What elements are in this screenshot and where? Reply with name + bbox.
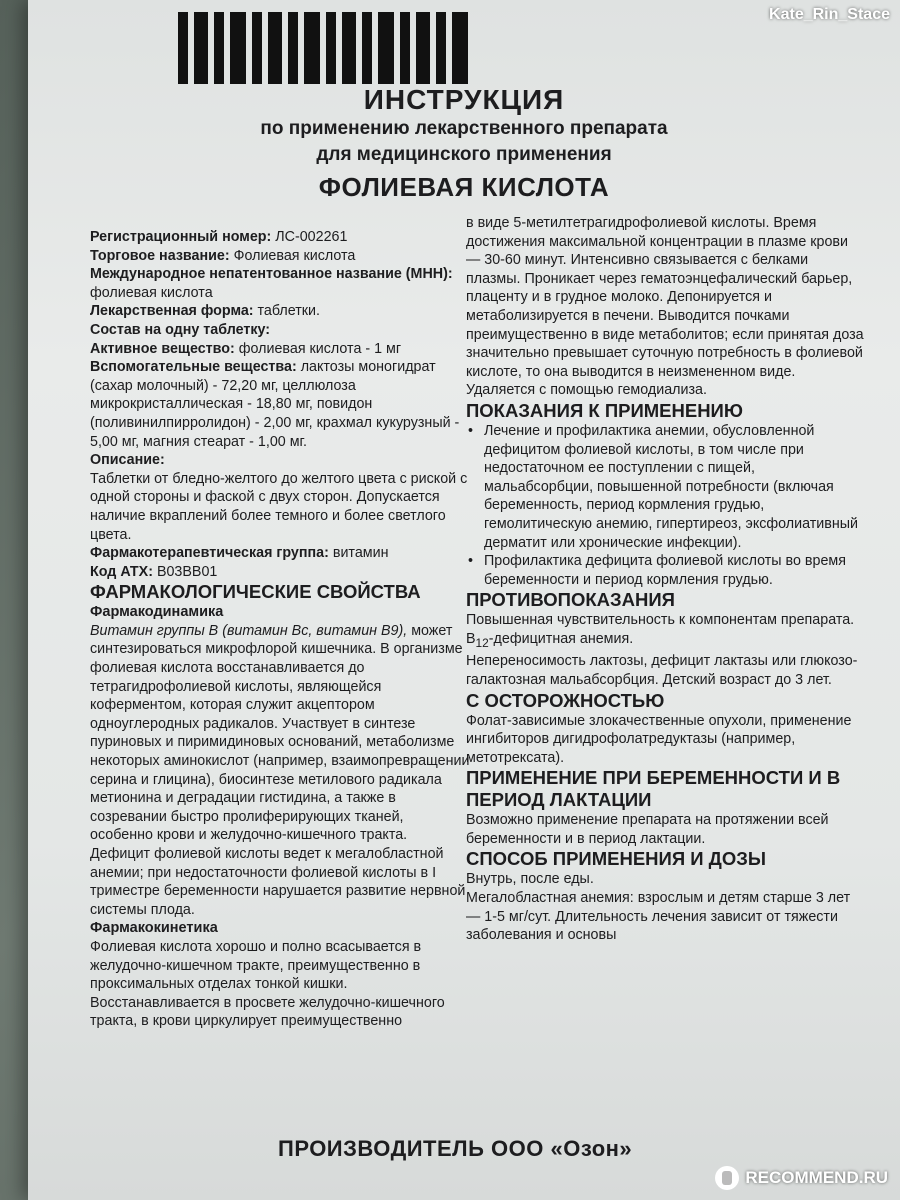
pharmacokinetics-continued: в виде 5-метилтетрагидрофолиевой кислоты. Время достижения максимальной концентрации в плазме крови — 30-60 минут. Интенсивно связывается с белками плазмы. Проникает через гематоэнцефалический барьер, плаценту и в грудное молоко. Депонируется и метаболизируется в печени. Выводится почками преимущественно в виде метаболитов; если принятая доза значительно превышает суточную потребность в фолиевой кислоте, то она выводится в неизмененном виде. Удаляется с помощью гемодиализа. xyxy=(466,215,864,399)
document-subtitle-2: для медицинского применения xyxy=(316,144,612,165)
pharm-group-line: Фармакотерапевтическая группа: витамин xyxy=(90,545,389,562)
caution-text: Фолат-зависимые злокачественные опухоли, применение ингибиторов дигидрофолатредуктазы (например, метотрексата). xyxy=(466,712,852,766)
pharmacokinetics-text: Фолиевая кислота хорошо и полно всасывается в желудочно-кишечном тракте, преимущественно в проксимальных отделах тонкой кишки. Восстанавливается в просвете желудочно-кишечного тракта, в крови циркулирует преимущественно xyxy=(90,938,445,1030)
trade-name-line: Торговое название: Фолиевая кислота xyxy=(90,247,356,264)
active-substance-line: Активное вещество: фолиевая кислота - 1 мг xyxy=(90,340,402,357)
pharmacodynamics-heading: Фармакодинамика xyxy=(90,604,224,621)
contraindication-item: Повышенная чувствительность к компонентам препарата. xyxy=(466,612,855,629)
instruction-leaflet xyxy=(28,0,900,1200)
document-subtitle-1: по применению лекарственного препарата xyxy=(260,118,668,139)
excipients-line: Вспомогательные вещества: лактозы моногидрат (сахар молочный) - 72,20 мг, целлюлоза микрокристаллическая - 18,80 мг, повидон (поливинилпирролидон) - 2,00 мг, крахмал кукурузный - 5,00 мг, магния стеарат - 1,00 мг. xyxy=(90,359,460,450)
watermark-site-label: RECOMMEND.RU xyxy=(745,1168,888,1187)
watermark-site xyxy=(715,1166,888,1190)
pregnancy-heading: ПРИМЕНЕНИЕ ПРИ БЕРЕМЕННОСТИ И В ПЕРИОД ЛАКТАЦИИ xyxy=(466,767,841,811)
composition-heading: Состав на одну таблетку: xyxy=(90,321,271,338)
caution-heading: С ОСТОРОЖНОСТЬЮ xyxy=(466,689,665,711)
right-column xyxy=(466,214,866,945)
pharmacodynamics-text: Витамин группы В (витамин Вс, витамин В9), может синтезироваться микрофлорой кишечника. В организме фолиевая кислота восстанавливается до тетрагидрофолиевой кислоты, являющейся коферментом, которая служит акцептором одноуглеродных радикалов. Участвует в синтезе пуриновых и пиримидиновых оснований, метаболизме некоторых аминокислот (например, взаимопревращении серина и глицина), биосинтезе метилового радикала метионина и деградации гистидина, а также в созревании быстро пролиферирующих тканей, особенно крови и желудочно-кишечного тракта. Дефицит фолиевой кислоты ведет к мегалобластной анемии; при недостаточности фолиевой кислоты в I триместре беременности нарушается развитие нервной системы плода. xyxy=(90,622,470,918)
manufacturer-line: ПРОИЗВОДИТЕЛЬ ООО «Озон» xyxy=(278,1136,633,1161)
contraindications-heading: ПРОТИВОПОКАЗАНИЯ xyxy=(466,589,675,611)
registration-line: Регистрационный номер: ЛС-002261 xyxy=(90,229,348,245)
indication-item: • Профилактика дефицита фолиевой кислоты во время беременности и период кормления грудью. xyxy=(466,552,866,589)
recommend-logo-icon xyxy=(715,1166,739,1190)
description-heading: Описание: xyxy=(90,452,165,469)
contraindication-item: Непереносимость лактозы, дефицит лактазы или глюкозо-галактозная мальабсорбция. Детский возраст до 3 лет. xyxy=(466,653,858,688)
pregnancy-text: Возможно применение препарата на протяжении всей беременности и в период лактации. xyxy=(466,812,829,847)
barcode xyxy=(178,12,538,84)
drug-name: ФОЛИЕВАЯ КИСЛОТА xyxy=(318,172,610,202)
dosage-text: Внутрь, после еды. xyxy=(466,871,594,888)
document-title: ИНСТРУКЦИЯ xyxy=(363,84,565,115)
inn-line: Международное непатентованное название (МНН): фолиевая кислота xyxy=(90,266,453,301)
watermark-username: Kate_Rin_Stace xyxy=(769,6,890,23)
contraindication-item: $B_{12}$-дефицитная анемия. xyxy=(466,630,634,650)
atc-code-line: Код АТХ: B03BB01 xyxy=(90,563,218,580)
description-text: Таблетки от бледно-желтого до желтого цвета с риской с одной стороны и фаской с двух сторон. Допускается наличие вкраплений более темного и более светлого цвета. xyxy=(90,470,468,543)
pharmacological-properties-heading: ФАРМАКОЛОГИЧЕСКИЕ СВОЙСТВА xyxy=(90,581,421,603)
pharmacokinetics-heading: Фармакокинетика xyxy=(90,920,218,937)
left-column xyxy=(90,228,470,1031)
dosage-form-line: Лекарственная форма: таблетки. xyxy=(90,303,320,320)
dosage-text: Мегалобластная анемия: взрослым и детям старше 3 лет — 1-5 мг/сут. Длительность лечения зависит от тяжести заболевания и основы xyxy=(466,890,851,944)
dosage-heading: СПОСОБ ПРИМЕНЕНИЯ И ДОЗЫ xyxy=(466,848,766,870)
indication-item: • Лечение и профилактика анемии, обусловленной дефицитом фолиевой кислоты, в том числе при недостаточном ее поступлении с пищей, мальабсорбции, повышенной потребности (включая беременность, период кормления грудью, гемолитическую анемию, гипертиреоз, эксфолиативный дерматит или хронические инфекции). xyxy=(466,422,866,552)
indications-heading: ПОКАЗАНИЯ К ПРИМЕНЕНИЮ xyxy=(466,399,743,421)
